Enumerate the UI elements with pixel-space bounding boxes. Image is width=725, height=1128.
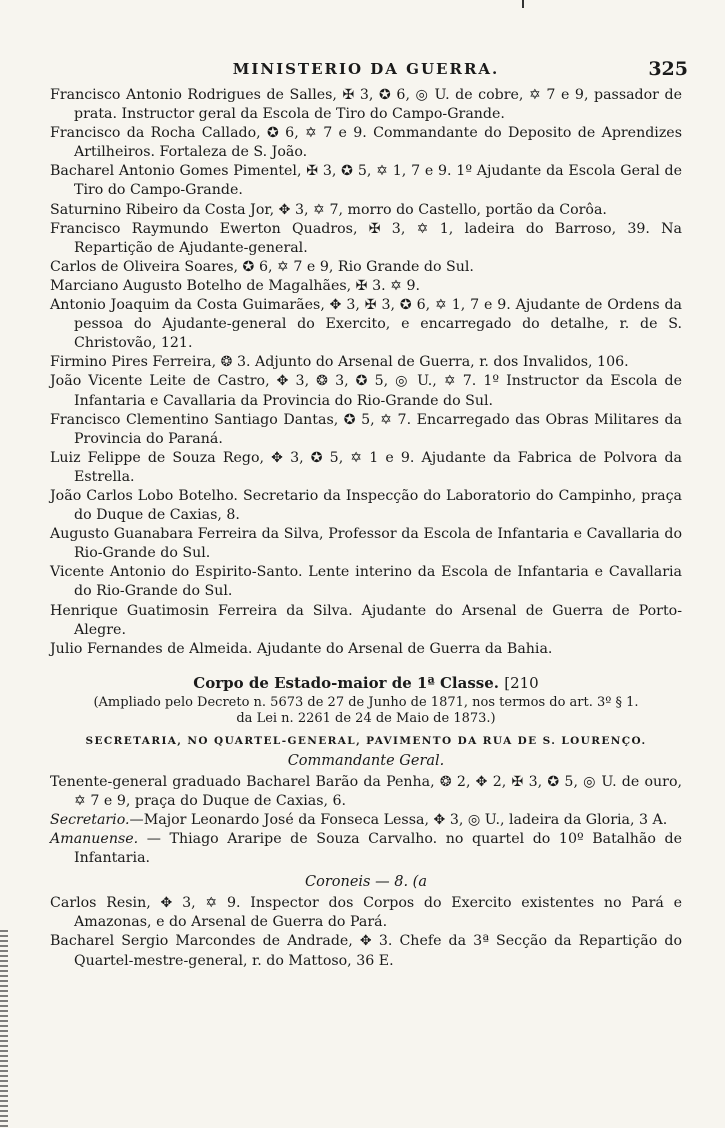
officer-entry: Julio Fernandes de Almeida. Ajudante do Arsenal de Guerra da Bahia. <box>50 640 553 657</box>
amanuense-role: Amanuense. <box>50 831 139 848</box>
officer-entry: Francisco Clementino Santiago Dantas, ✪ 5, ✡ 7. Encarregado das Obras Militares da Provincia do Paraná. <box>50 411 682 447</box>
commandant-heading: Commandante Geral. <box>287 752 445 769</box>
coroneis-heading: Coroneis — 8. (a <box>305 874 427 891</box>
officer-entry: Vicente Antonio do Espirito-Santo. Lente interino da Escola de Infantaria e Cavallaria do Rio-Grande do Sul. <box>50 564 682 600</box>
running-header <box>50 56 688 86</box>
officer-entry: Antonio Joaquim da Costa Guimarães, ✥ 3, ✠ 3, ✪ 6, ✡ 1, 7 e 9. Ajudante de Ordens da pessoa do Ajudante-general do Exercito, e encarregado do detalhe, r. de S. Christovão, 121. <box>50 297 682 352</box>
officer-entry: Luiz Felippe de Souza Rego, ✥ 3, ✪ 5, ✡ 1 e 9. Ajudante da Fabrica de Polvora da Estrella. <box>50 449 682 485</box>
amanuense-entry <box>50 830 682 868</box>
section-heading <box>50 673 682 693</box>
page-number: 325 <box>648 58 688 80</box>
secretary-entry <box>50 811 682 830</box>
officer-entry: Bacharel Sergio Marcondes de Andrade, ✥ 3. Chefe da 3ª Secção da Repartição do Quartel-mestre-general, r. do Mattoso, 36 E. <box>50 933 682 969</box>
section-count: [210 <box>504 673 539 692</box>
officer-entry: Carlos Resin, ✥ 3, ✡ 9. Inspector dos Corpos do Exercito existentes no Pará e Amazonas, e do Arsenal de Guerra do Pará. <box>50 895 682 931</box>
officer-entry: Firmino Pires Ferreira, ❂ 3. Adjunto do Arsenal de Guerra, r. dos Invalidos, 106. <box>50 354 629 371</box>
officer-entry: Marciano Augusto Botelho de Magalhães, ✠ 3. ✡ 9. <box>50 277 421 294</box>
officer-list <box>50 86 682 659</box>
officer-entry: Francisco Antonio Rodrigues de Salles, ✠ 3, ✪ 6, ◎ U. de cobre, ✡ 7 e 9, passador de prata. Instructor geral da Escola de Tiro do Campo-Grande. <box>50 87 682 123</box>
decree-note-line: da Lei n. 2261 de 24 de Maio de 1873.) <box>236 710 496 726</box>
officer-entry: Henrique Guatimosin Ferreira da Silva. Ajudante do Arsenal de Guerra de Porto-Alegre. <box>50 602 682 638</box>
officer-entry: Francisco da Rocha Callado, ✪ 6, ✡ 7 e 9. Commandante do Deposito de Aprendizes Artilheiros. Fortaleza de S. João. <box>50 125 682 161</box>
officer-entry: Bacharel Antonio Gomes Pimentel, ✠ 3, ✪ 5, ✡ 1, 7 e 9. 1º Ajudante da Escola Geral de Tiro do Campo-Grande. <box>50 163 682 199</box>
officer-entry: João Carlos Lobo Botelho. Secretario da Inspecção do Laboratorio do Campinho, praça do Duque de Caxias, 8. <box>50 487 682 524</box>
officer-entry: Francisco Raymundo Ewerton Quadros, ✠ 3, ✡ 1, ladeira do Barroso, 39. Na Repartição de Ajudante-general. <box>50 220 682 256</box>
page-body <box>50 56 688 971</box>
secretariat-address: SECRETARIA, NO QUARTEL-GENERAL, PAVIMENTO DA RUA DE S. LOURENÇO. <box>85 734 647 747</box>
running-title: MINISTERIO DA GUERRA. <box>232 60 500 78</box>
officer-entry: Carlos de Oliveira Soares, ✪ 6, ✡ 7 e 9, Rio Grande do Sul. <box>50 258 474 275</box>
amanuense-text: — Thiago Araripe de Souza Carvalho. no quartel do 10º Batalhão de Infantaria. <box>74 831 682 867</box>
coroneis-list <box>50 894 682 970</box>
decree-note-line: (Ampliado pelo Decreto n. 5673 de 27 de Junho de 1871, nos termos do art. 3º § 1. <box>93 694 639 710</box>
decree-note <box>50 695 682 727</box>
secretary-role: Secretario. <box>50 812 130 828</box>
binding-edge <box>0 930 8 1128</box>
secretary-text: —Major Leonardo José da Fonseca Lessa, ✥ 3, ◎ U., ladeira da Gloria, 3 A. <box>129 812 668 828</box>
commandant-entry: Tenente-general graduado Bacharel Barão da Penha, ❂ 2, ✥ 2, ✠ 3, ✪ 5, ◎ U. de ouro, ✡ 7 e 9, praça do Duque de Caxias, 6. <box>50 773 682 809</box>
page-edge-mark <box>522 0 524 8</box>
officer-entry: João Vicente Leite de Castro, ✥ 3, ❂ 3, ✪ 5, ◎ U., ✡ 7. 1º Instructor da Escola de Infantaria e Cavallaria da Provincia do Rio-Grande do Sul. <box>50 373 682 409</box>
officer-entry: Saturnino Ribeiro da Costa Jor, ✥ 3, ✡ 7, morro do Castello, portão da Corôa. <box>50 201 607 218</box>
officer-entry: Augusto Guanabara Ferreira da Silva, Professor da Escola de Infantaria e Cavallaria do Rio-Grande do Sul. <box>50 526 682 562</box>
section-title: Corpo de Estado-maior de 1ª Classe. <box>193 673 499 692</box>
